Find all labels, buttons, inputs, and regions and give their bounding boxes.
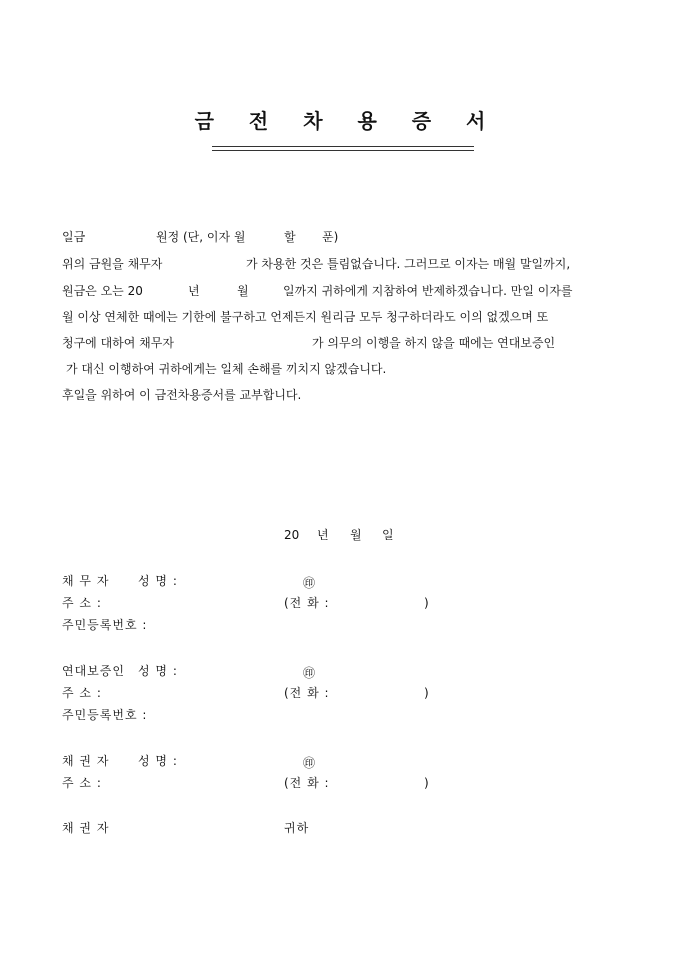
guarantor-phone-label: (전 화 :	[284, 686, 330, 700]
creditor-seal: ㊞	[303, 756, 316, 770]
body-line1-hal: 할	[284, 230, 296, 244]
guarantor-name-label: 성 명 :	[138, 664, 178, 678]
date-day: 일	[382, 528, 394, 542]
debtor-phone-label: (전 화 :	[284, 596, 330, 610]
debtor-seal: ㊞	[303, 576, 316, 590]
guarantor-phone-close: )	[424, 686, 430, 700]
debtor-address-label: 주 소 :	[62, 596, 102, 610]
body-line7: 후일을 위하여 이 금전차용증서를 교부합니다.	[62, 388, 302, 402]
guarantor-id-label: 주민등록번호 :	[62, 708, 148, 722]
date-year: 년	[317, 528, 329, 542]
body-line4: 월 이상 연체한 때에는 기한에 불구하고 언제든지 원리금 모두 청구하더라도 이의 없겠으며 또	[62, 310, 549, 324]
debtor-id-label: 주민등록번호 :	[62, 618, 148, 632]
body-line1-pun: 푼)	[322, 230, 339, 244]
body-line3-principal: 원금은 오는 20	[62, 284, 143, 298]
guarantor-role: 연대보증인	[62, 664, 125, 678]
body-line3-month: 월	[237, 284, 249, 298]
debtor-name-label: 성 명 :	[138, 574, 178, 588]
body-line3-year: 년	[188, 284, 200, 298]
body-line1-amount-label: 일금	[62, 230, 86, 244]
creditor-phone-label: (전 화 :	[284, 776, 330, 790]
body-line3-rest: 일까지 귀하에게 지참하여 반제하겠습니다. 만일 이자를	[283, 284, 573, 298]
creditor-address-label: 주 소 :	[62, 776, 102, 790]
guarantor-address-label: 주 소 :	[62, 686, 102, 700]
debtor-role: 채 무 자	[62, 574, 110, 588]
title-double-underline	[212, 146, 474, 151]
creditor-name-label: 성 명 :	[138, 754, 178, 768]
body-line1-won-interest: 원정 (단, 이자 월	[156, 230, 246, 244]
body-line5-rest: 가 의무의 이행을 하지 않을 때에는 연대보증인	[312, 336, 556, 350]
date-month: 월	[350, 528, 362, 542]
body-line2-rest: 가 차용한 것은 틀림없습니다. 그러므로 이자는 매월 말일까지,	[246, 257, 571, 271]
creditor-role: 채 권 자	[62, 754, 110, 768]
addressee-honorific: 귀하	[284, 821, 310, 835]
body-line5-debtor: 청구에 대하여 채무자	[62, 336, 174, 350]
body-line2-debtor: 위의 금원을 채무자	[62, 257, 163, 271]
creditor-phone-close: )	[424, 776, 430, 790]
body-line6: 가 대신 이행하여 귀하에게는 일체 손해를 끼치지 않겠습니다.	[66, 362, 387, 376]
addressee-role: 채 권 자	[62, 821, 110, 835]
guarantor-seal: ㊞	[303, 666, 316, 680]
document-title: 금 전 차 용 증 서	[194, 109, 500, 133]
debtor-phone-close: )	[424, 596, 430, 610]
date-year-prefix: 20	[284, 528, 300, 542]
